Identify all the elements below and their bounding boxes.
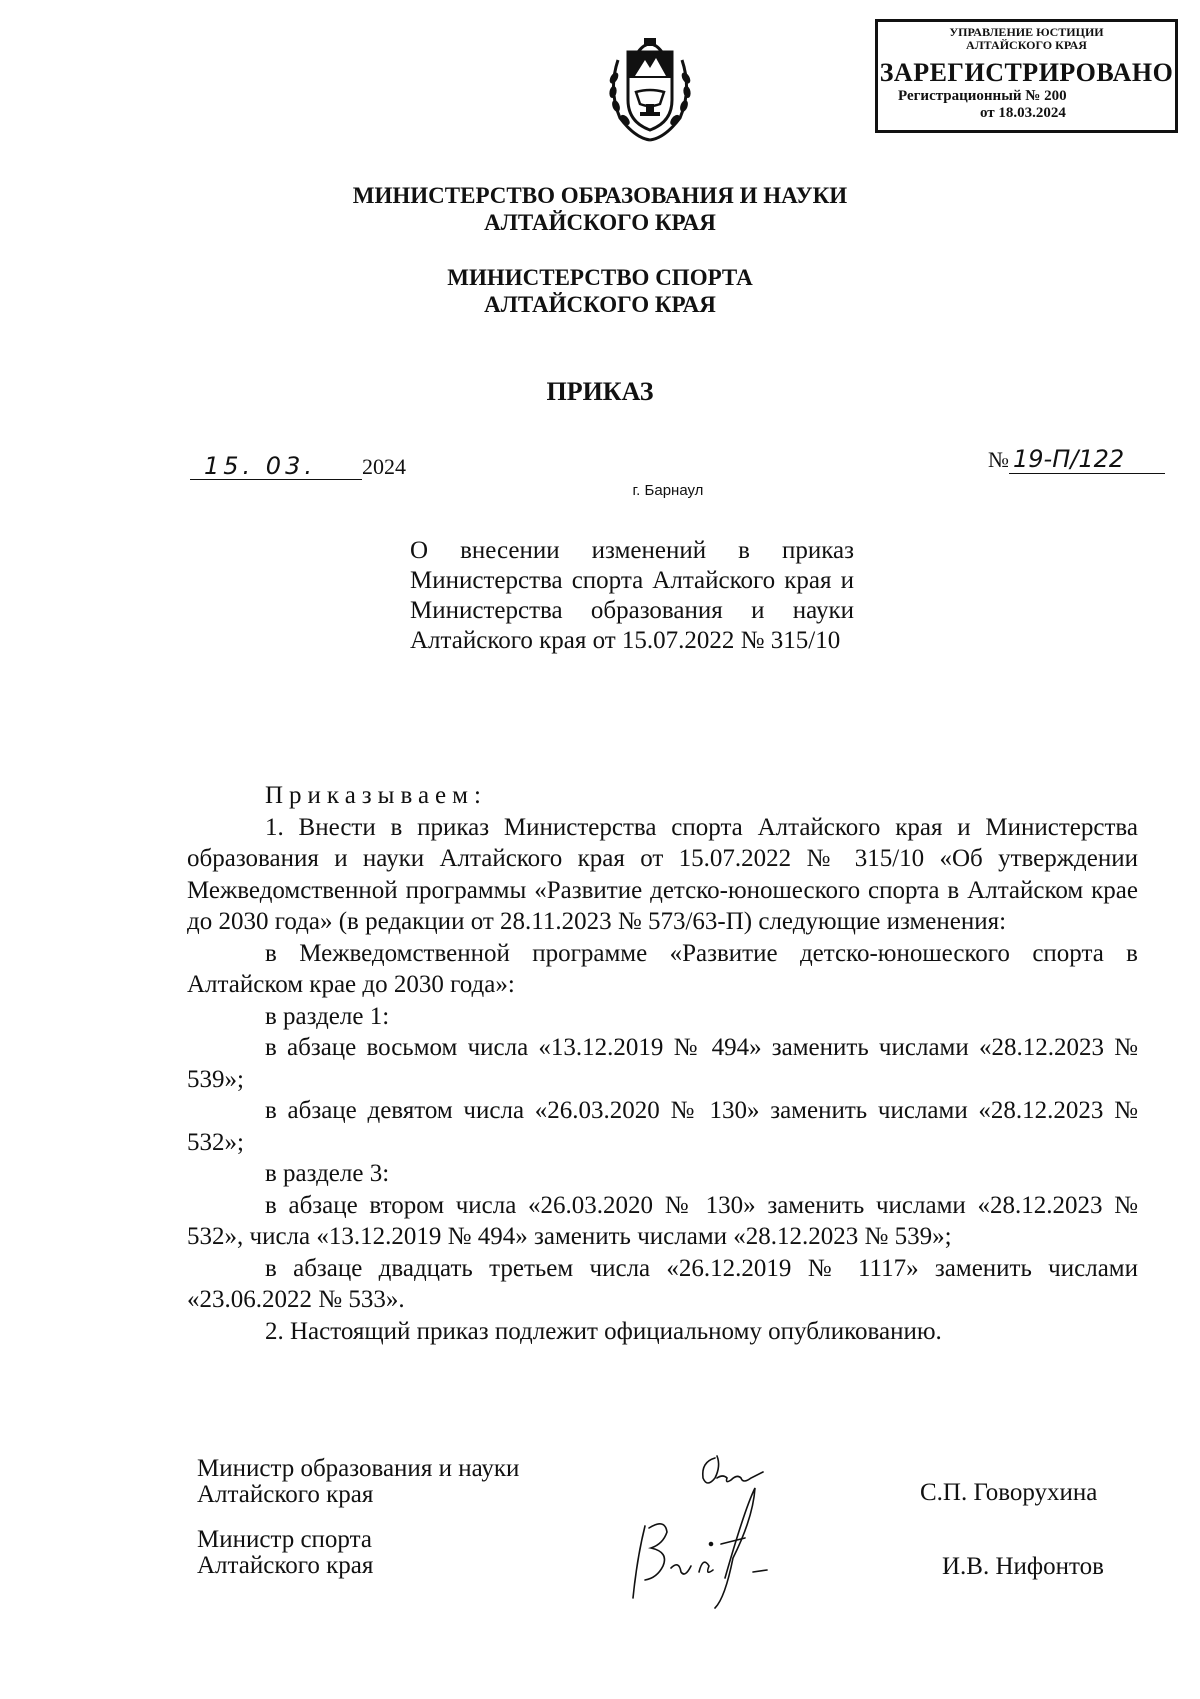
ministry-header-sport [300,264,900,318]
stamp-reg-number: Регистрационный № 200 [898,88,1067,104]
body-paragraph: в Межведомственной программе «Развитие детско-юношеского спорта в Алтайском крае до 2030 года»: [187,939,1138,998]
body-paragraph: в абзаце восьмом числа «13.12.2019 № 494» заменить числами «28.12.2023 № 539»; [187,1034,1138,1093]
document-subject: О внесении изменений в приказ Министерства спорта Алтайского края и Министерства образования и науки Алтайского края от 15.07.2022 № 315/10 [410,537,854,654]
handwritten-signatures [605,1448,805,1618]
document-city: г. Барнаул [632,482,704,499]
signatory-title-line2: Алтайского края [197,1552,374,1579]
stamp-line1: УПРАВЛЕНИЕ ЮСТИЦИИ [949,25,1104,39]
number-handwritten: 19-П/122 [1009,444,1165,474]
signatory-title-education [197,1456,519,1508]
document-date [190,452,406,480]
signatory-title-line2: Алтайского края [197,1481,374,1508]
body-paragraph: 1. Внести в приказ Министерства спорта Алтайского края и Министерства образования и науки Алтайского края от 15.07.2022 № 315/10 «Об утверждении Межведомственной программы «Развитие детско-юношеского спорта в Алтайском крае до 2030 года» (в редакции от 28.11.2023 № 573/63-П) следующие изменения: [187,813,1138,935]
ministry-header-education [300,182,900,236]
date-handwritten: 15. 03. [190,452,362,480]
body-paragraph: в абзаце девятом числа «26.03.2020 № 130» заменить числами «28.12.2023 № 532»; [187,1097,1138,1156]
date-year: 2024 [362,454,406,479]
ministry-education-line1: МИНИСТЕРСТВО ОБРАЗОВАНИЯ И НАУКИ [352,183,848,208]
stamp-title: ЗАРЕГИСТРИРОВАНО [879,58,1174,87]
order-word: Приказываем: [265,782,487,809]
signatory-title-line1: Министр спорта [197,1526,372,1553]
body-paragraph: в разделе 1: [265,1002,390,1030]
signatory-title-line1: Министр образования и науки [197,1455,520,1482]
document-body [187,780,1138,1347]
ministry-education-line2: АЛТАЙСКОГО КРАЯ [484,210,716,235]
stamp-reg-date: от 18.03.2024 [980,105,1066,121]
body-paragraph: в абзаце двадцать третьем числа «26.12.2019 № 1117» заменить числами «23.06.2022 № 533». [187,1254,1138,1313]
coat-of-arms-emblem [600,30,700,145]
body-paragraph: в абзаце втором числа «26.03.2020 № 130» заменить числами «28.12.2023 № 532», числа «13.12.2019 № 494» заменить числами «28.12.2023 № 539»; [187,1191,1138,1250]
signatory-title-sport [197,1527,373,1579]
body-paragraph: в разделе 3: [265,1160,390,1187]
body-paragraph: 2. Настоящий приказ подлежит официальному опубликованию. [265,1317,942,1345]
signatory-name-sport: И.В. Нифонтов [942,1553,1104,1580]
document-number [988,444,1165,474]
stamp-line2: АЛТАЙСКОГО КРАЯ [966,38,1087,52]
document-type-title: ПРИКАЗ [546,377,654,406]
ministry-sport-line2: АЛТАЙСКОГО КРАЯ [484,292,716,317]
registration-stamp [875,19,1178,133]
number-prefix: № [988,447,1009,472]
signatory-name-education: С.П. Говорухина [920,1479,1098,1506]
ministry-sport-line1: МИНИСТЕРСТВО СПОРТА [447,265,753,290]
